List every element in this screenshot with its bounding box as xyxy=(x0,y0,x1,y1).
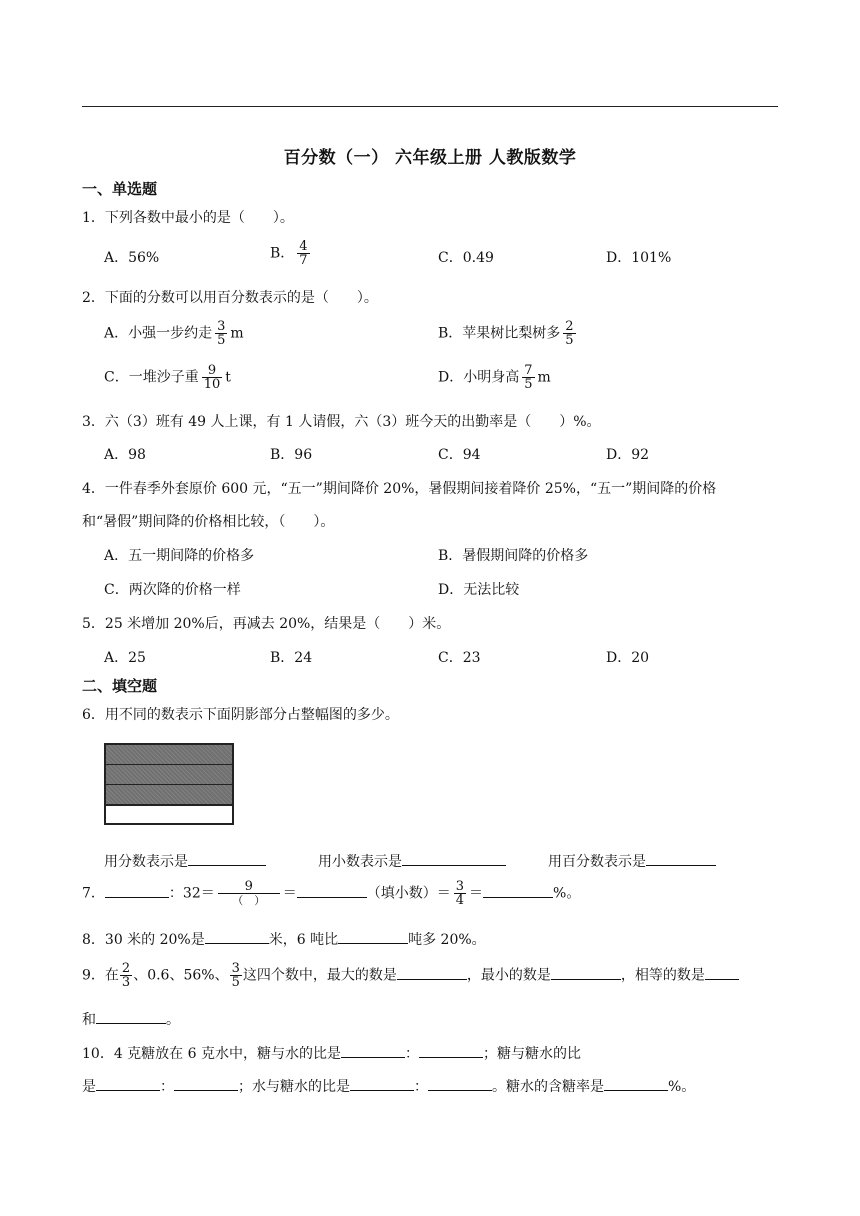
answer-blank[interactable] xyxy=(646,851,716,866)
question-4-stem-line2: 和“暑假”期间降的价格相比较，（ ）。 xyxy=(82,514,335,530)
section-heading-fill-in: 二、填空题 xyxy=(82,677,158,695)
question-4-option-a: A．五一期间降的价格多 xyxy=(104,548,255,564)
answer-blank[interactable] xyxy=(604,1076,668,1091)
answer-blank[interactable] xyxy=(297,883,367,898)
answer-blank[interactable] xyxy=(338,929,408,944)
question-1-stem: 1．下列各数中最小的是（ ）。 xyxy=(82,210,294,226)
question-7: 7． ：32＝ $\frac{9}{( )}$ ＝ （填小数）＝ $\frac{3}{4}$ ＝ %。 xyxy=(82,879,581,908)
answer-blank[interactable] xyxy=(428,1076,492,1091)
answer-blank[interactable] xyxy=(350,1076,414,1091)
shaded-strip xyxy=(106,765,232,784)
question-6-fraction-blank: 用分数表示是 xyxy=(104,851,266,871)
question-2-option-b: B．苹果树比梨树多 $\frac{2}{5}$ xyxy=(438,319,574,348)
shaded-rectangle-figure xyxy=(104,743,234,825)
answer-blank[interactable] xyxy=(551,965,621,980)
question-1-option-d: D．101% xyxy=(606,250,672,266)
question-10-line1: 10．4 克糖放在 6 克水中，糖与水的比是 ： ；糖与糖水的比 xyxy=(82,1043,581,1063)
answer-blank[interactable] xyxy=(174,1076,238,1091)
header-rule xyxy=(82,106,778,107)
question-9-line2: 和 。 xyxy=(82,1009,180,1029)
question-4-option-c: C．两次降的价格一样 xyxy=(104,582,241,598)
fraction: $\frac{4}{7}$ xyxy=(299,239,308,268)
question-6-stem: 6．用不同的数表示下面阴影部分占整幅图的多少。 xyxy=(82,707,399,723)
answer-blank[interactable] xyxy=(397,965,467,980)
answer-blank[interactable] xyxy=(419,1043,483,1058)
question-4-option-d: D．无法比较 xyxy=(438,582,520,598)
question-6-decimal-blank: 用小数表示是 xyxy=(318,851,506,871)
question-5-option-c: C．23 xyxy=(438,650,481,666)
question-5-stem: 5．25 米增加 20%后，再减去 20%，结果是（ ）米。 xyxy=(82,616,451,632)
answer-blank[interactable] xyxy=(105,883,169,898)
question-3-option-d: D．92 xyxy=(606,447,650,463)
question-2-option-c: C．一堆沙子重 $\frac{9}{10}$ t xyxy=(104,363,231,392)
shaded-strip xyxy=(106,785,232,804)
shaded-strip xyxy=(106,745,232,764)
question-9-line1: 9．在 $\frac{2}{3}$ 、0.6、56%、 $\frac{3}{5}$ 这四个数中，最大的数是 ，最小的数是 ，相等的数是 xyxy=(82,962,739,989)
question-6-percent-blank: 用百分数表示是 xyxy=(548,851,716,871)
question-8: 8．30 米的 20%是 米，6 吨比 吨多 20%。 xyxy=(82,929,486,949)
question-1-option-c: C．0.49 xyxy=(438,250,494,266)
question-1-option-b: B． $\frac{4}{7}$ xyxy=(270,239,308,268)
question-5-option-a: A．25 xyxy=(104,650,146,666)
question-10-line2: 是 ： ；水与糖水的比是 ： 。糖水的含糖率是 %。 xyxy=(82,1076,695,1096)
answer-blank[interactable] xyxy=(188,851,266,866)
question-3-option-a: A．98 xyxy=(104,447,146,463)
question-3-option-c: C．94 xyxy=(438,447,481,463)
answer-blank[interactable] xyxy=(205,929,269,944)
answer-blank[interactable] xyxy=(96,1009,166,1024)
answer-blank[interactable] xyxy=(96,1076,160,1091)
question-4-option-b: B．暑假期间降的价格多 xyxy=(438,548,589,564)
question-4-stem-line1: 4．一件春季外套原价 600 元，“五一”期间降价 20%，暑假期间接着降价 25%，“五一”期间降的价格 xyxy=(82,481,717,497)
question-3-option-b: B．96 xyxy=(270,447,313,463)
question-5-option-b: B．24 xyxy=(270,650,313,666)
page-title: 百分数（一） 六年级上册 人教版数学 xyxy=(283,148,577,168)
question-3-stem: 3．六（3）班有 49 人上课，有 1 人请假，六（3）班今天的出勤率是（ ）%。 xyxy=(82,414,601,430)
question-2-option-d: D．小明身高 $\frac{7}{5}$ m xyxy=(438,363,551,392)
question-1-option-a: A．56% xyxy=(104,250,160,266)
question-2-option-a: A．小强一步约走 $\frac{3}{5}$ m xyxy=(104,319,244,348)
section-heading-single-choice: 一、单选题 xyxy=(82,180,158,198)
question-5-option-d: D．20 xyxy=(606,650,650,666)
answer-blank[interactable] xyxy=(341,1043,405,1058)
question-2-stem: 2．下面的分数可以用百分数表示的是（ ）。 xyxy=(82,290,378,306)
answer-blank[interactable] xyxy=(483,883,553,898)
answer-blank[interactable] xyxy=(402,851,506,866)
answer-blank[interactable] xyxy=(705,965,739,980)
